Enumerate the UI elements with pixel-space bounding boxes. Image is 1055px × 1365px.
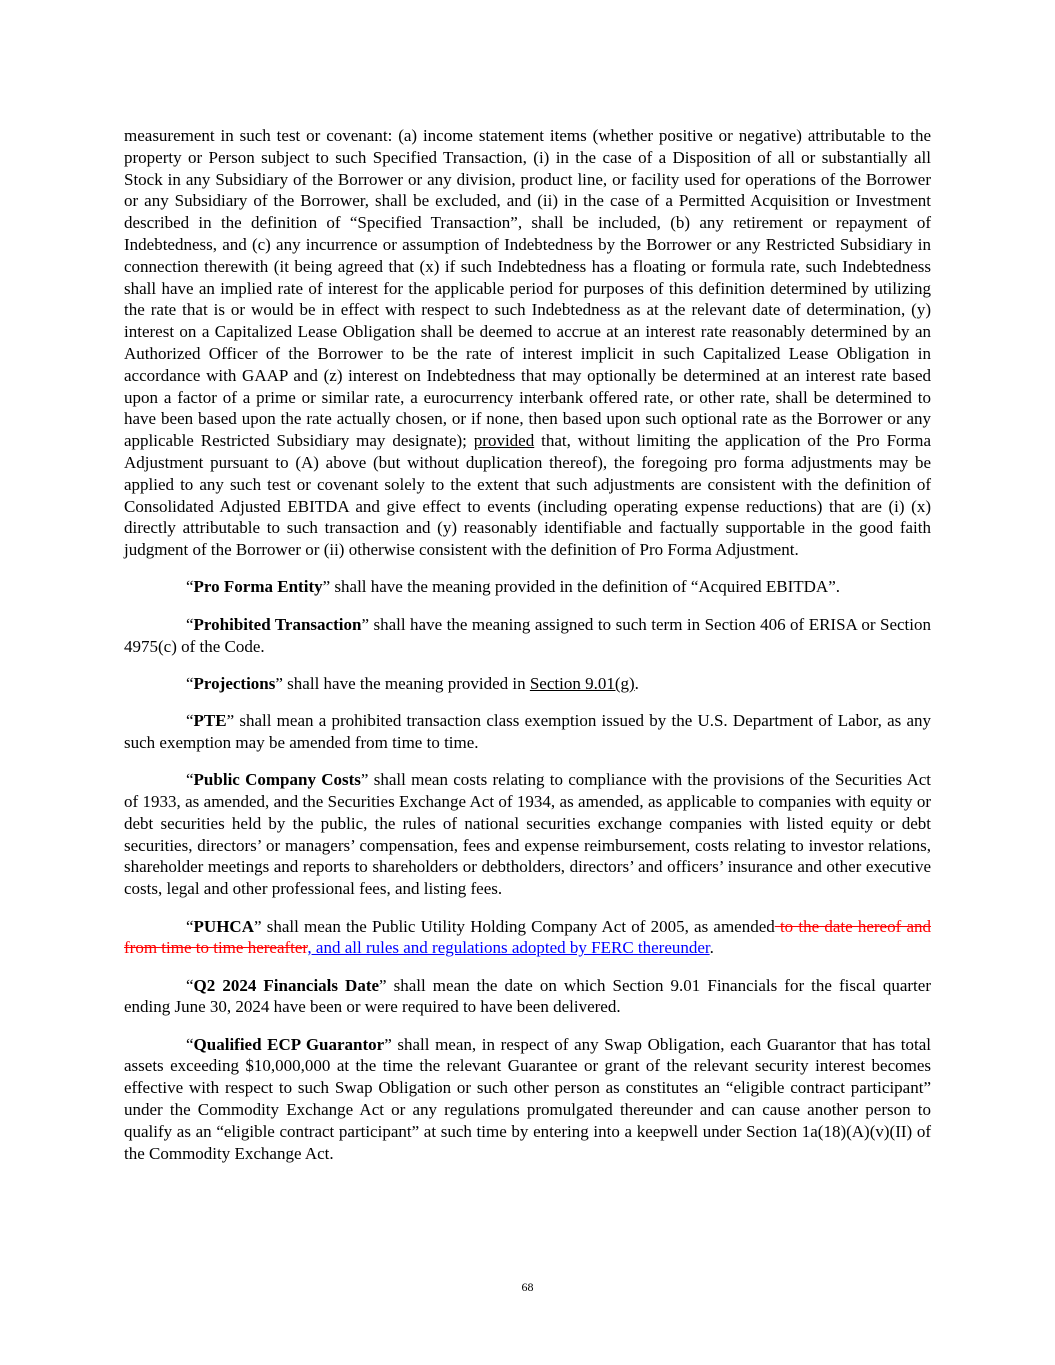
inserted-text-redline: , and all rules and regulations adopted by FERC thereunder <box>307 938 710 958</box>
open-quote: “ <box>186 614 194 634</box>
page-number: 68 <box>521 1280 534 1294</box>
definition-end: . <box>709 938 714 958</box>
open-quote: “ <box>186 673 194 693</box>
definition-text: ” shall have the meaning provided in the definition of “Acquired EBITDA”. <box>322 577 841 597</box>
definition-text: ” shall have the meaning provided in <box>275 673 530 693</box>
defined-term: PTE <box>193 711 227 731</box>
intro-paragraph <box>124 125 931 561</box>
defined-term: Prohibited Transaction <box>193 614 362 634</box>
defined-term: Qualified ECP Guarantor <box>193 1034 385 1054</box>
defined-term: Pro Forma Entity <box>193 577 323 597</box>
open-quote: “ <box>186 577 194 597</box>
definition-text: ” shall have the meaning assigned to such term in Section 406 of ERISA or Section 4975(c) of the Code. <box>124 614 931 656</box>
definition-text: ” shall mean, in respect of any Swap Obligation, each Guarantor that has total assets exceeding $10,000,000 at the time the relevant Guarantee or grant of the relevant security interest becomes effective with respect to such Swap Obligation or such other person as constitutes an “eligible contract participant” under the Commodity Exchange Act or any regulations promulgated thereunder and can cause another person to qualify as an “eligible contract participant” at such time by entering into a keepwell under Section 1a(18)(A)(v)(II) of the Commodity Exchange Act. <box>124 1034 931 1163</box>
open-quote: “ <box>186 1034 194 1054</box>
definition-pte <box>124 710 931 754</box>
definition-projections <box>124 673 931 695</box>
document-page <box>124 125 931 1180</box>
defined-term: PUHCA <box>193 916 254 936</box>
open-quote: “ <box>186 770 194 790</box>
intro-text-part2: that, without limiting the application of the Pro Forma Adjustment pursuant to (A) above (but without duplication thereof), the foregoing pro forma adjustments may be applied to any such test or covenant solely to the extent that such adjustments are consistent with the definition of Consolidated Adjusted EBITDA and give effect to events (including operating expense reductions) that are (i) (x) directly attributable to such transaction and (y) reasonably identifiable and factually supportable in the good faith judgment of the Borrower or (ii) otherwise consistent with the definition of Pro Forma Adjustment. <box>124 431 931 560</box>
intro-text-part1: measurement in such test or covenant: (a) income statement items (whether positive or negative) attributable to the property or Person subject to such Specified Transaction, (i) in the case of a Disposition of all or substantially all Stock in any Subsidiary of the Borrower or any division, product line, or facility used for operations of the Borrower or any Subsidiary of the Borrower, shall be excluded, and (ii) in the case of a Permitted Acquisition or Investment described in the definition of “Specified Transaction”, shall be included, (b) any retirement or repayment of Indebtedness, and (c) any incurrence or assumption of Indebtedness by the Borrower or any Restricted Subsidiary in connection therewith (it being agreed that (x) if such Indebtedness has a floating or formula rate, such Indebtedness shall have an implied rate of interest for the applicable period for purposes of this definition determined by utilizing the rate that is or would be in effect with respect to such Indebtedness as at the relevant date of determination, (y) interest on a Capitalized Lease Obligation shall be deemed to accrue at an interest rate reasonably determined by an Authorized Officer of the Borrower to be the rate of interest implicit in such Capitalized Lease Obligation in accordance with GAAP and (z) interest on Indebtedness that may optionally be determined at an interest rate based upon a factor of a prime or similar rate, a eurocurrency interbank offered rate, or other rate, shall be determined to have been based upon the rate actually chosen, or if none, then based upon such optional rate as the Borrower or any applicable Restricted Subsidiary may designate); <box>124 126 931 451</box>
definition-text: ” shall mean a prohibited transaction class exemption issued by the U.S. Department of Labor, as any such exemption may be amended from time to time. <box>124 711 931 752</box>
open-quote: “ <box>186 711 194 731</box>
definition-public-company-costs <box>124 769 931 900</box>
defined-term: Projections <box>193 673 276 693</box>
defined-term: Q2 2024 Financials Date <box>193 975 380 995</box>
open-quote: “ <box>186 975 194 995</box>
definition-q2-2024-financials-date <box>124 975 931 1019</box>
definition-text: ” shall mean the Public Utility Holding Company Act of 2005, as amended <box>254 916 775 936</box>
section-reference: Section 9.01(g) <box>529 673 635 693</box>
definition-text: ” shall mean the date on which Section 9.01 Financials for the fiscal quarter ending June 30, 2024 have been or were required to have been delivered. <box>124 975 931 1017</box>
definition-puhca <box>124 916 931 960</box>
definition-text: ” shall mean costs relating to compliance with the provisions of the Securities Act of 1933, as amended, and the Securities Exchange Act of 1934, as amended, as applicable to companies with equity or debt securities held by the public, the rules of national securities exchange companies with listed equity or debt securities, directors’ or managers’ compensation, fees and expense reimbursement, costs relating to investor relations, shareholder meetings and reports to shareholders or debtholders, directors’ and officers’ insurance and other executive costs, legal and other professional fees, and listing fees. <box>124 770 931 899</box>
provided-underlined: provided <box>473 431 535 451</box>
definition-prohibited-transaction <box>124 614 931 658</box>
defined-term: Public Company Costs <box>193 770 361 790</box>
definition-qualified-ecp-guarantor <box>124 1034 931 1165</box>
definition-end: . <box>634 673 639 693</box>
deleted-text-redline: to the date hereof and from time to time hereafter <box>124 916 931 958</box>
definition-pro-forma-entity <box>124 576 931 598</box>
open-quote: “ <box>186 916 194 936</box>
